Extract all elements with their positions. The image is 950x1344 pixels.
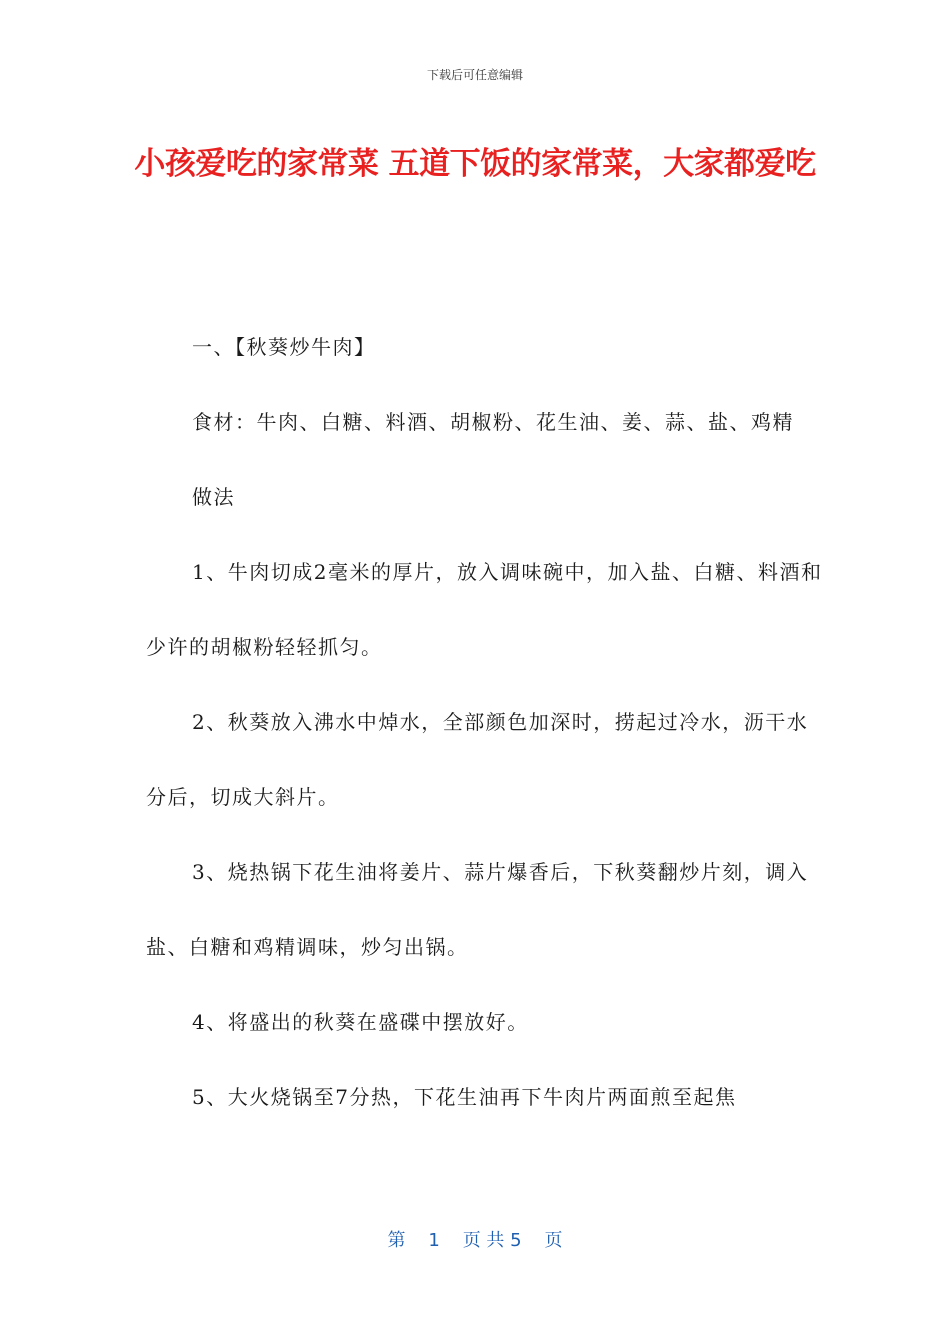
step-paragraph: 2、秋葵放入沸水中焯水，全部颜色加深时，捞起过冷水，沥干水分后，切成大斜片。: [146, 710, 809, 809]
footer-total-pages: 5: [510, 1230, 522, 1251]
method-heading: 做法: [192, 485, 235, 509]
section-heading: 一、【秋葵炒牛肉】: [192, 335, 376, 359]
page-footer: [0, 1226, 950, 1252]
step-paragraph: 4、将盛出的秋葵在盛碟中摆放好。: [192, 1010, 529, 1034]
footer-label-page: 第: [387, 1230, 406, 1251]
step-paragraph: 5、大火烧锅至7分热，下花生油再下牛肉片两面煎至起焦: [192, 1085, 737, 1109]
footer-label-end: 页: [544, 1230, 563, 1251]
step-paragraph: 3、烧热锅下花生油将姜片、蒜片爆香后，下秋葵翻炒片刻，调入盐、白糖和鸡精调味，炒匀出锅。: [146, 860, 809, 959]
document-title: 小孩爱吃的家常菜 五道下饭的家常菜，大家都爱吃: [134, 146, 816, 182]
header-note: 下载后可任意编辑: [426, 68, 523, 82]
step-paragraph: 1、牛肉切成2毫米的厚片，放入调味碗中，加入盐、白糖、料酒和少许的胡椒粉轻轻抓匀。: [146, 560, 823, 659]
footer-current-page: 1: [428, 1230, 440, 1251]
ingredients-paragraph: 食材：牛肉、白糖、料酒、胡椒粉、花生油、姜、蒜、盐、鸡精: [192, 410, 794, 434]
document-body: [146, 310, 826, 1135]
footer-label-total: 页 共: [462, 1230, 505, 1251]
